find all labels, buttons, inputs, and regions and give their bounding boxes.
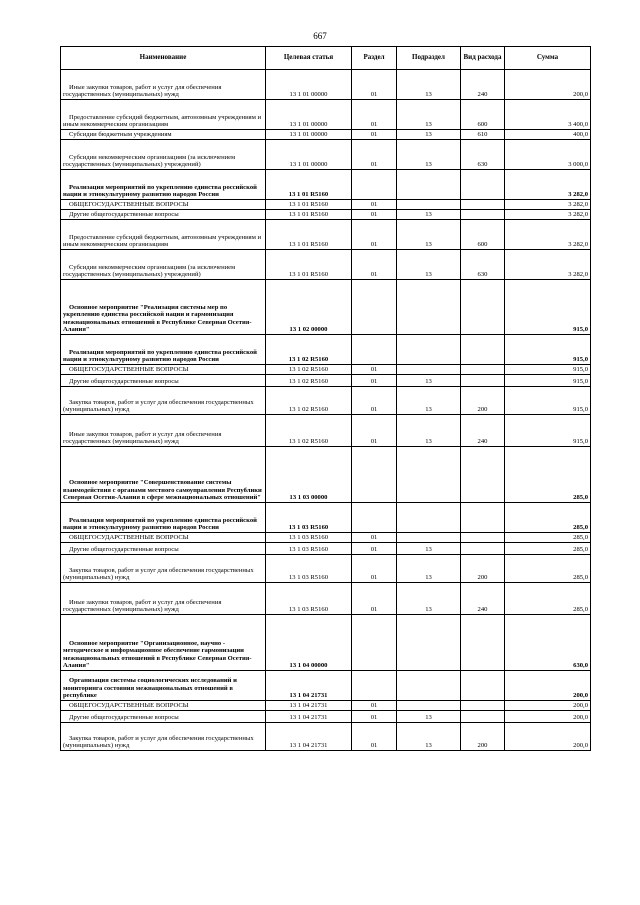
row-subsection: 13 bbox=[397, 387, 461, 415]
table-row bbox=[61, 723, 591, 751]
row-target: 13 1 02 R5160 bbox=[266, 387, 352, 415]
row-subsection: 13 bbox=[397, 583, 461, 615]
row-sum: 3 282,0 bbox=[505, 220, 591, 250]
row-sum: 3 282,0 bbox=[505, 250, 591, 280]
row-target: 13 1 01 00000 bbox=[266, 140, 352, 170]
row-subsection: 13 bbox=[397, 415, 461, 447]
row-sum: 200,0 bbox=[505, 671, 591, 701]
row-subsection: 13 bbox=[397, 220, 461, 250]
row-name: Другие общегосударственные вопросы bbox=[61, 543, 266, 555]
row-expense-type bbox=[461, 711, 505, 723]
row-section bbox=[352, 447, 397, 503]
row-name: Основное мероприятие "Совершенствование системы взаимодействия с органами местного самоуправления Республики Северная Осетия-Алания в сфере межнациональных отношений" bbox=[61, 447, 266, 503]
row-subsection: 13 bbox=[397, 723, 461, 751]
row-sum: 285,0 bbox=[505, 543, 591, 555]
row-expense-type: 630 bbox=[461, 140, 505, 170]
row-target: 13 1 03 R5160 bbox=[266, 555, 352, 583]
row-expense-type: 600 bbox=[461, 100, 505, 130]
header-target: Целевая статья bbox=[266, 47, 352, 70]
table-body bbox=[61, 70, 591, 751]
table-row bbox=[61, 503, 591, 533]
row-subsection: 13 bbox=[397, 250, 461, 280]
row-target: 13 1 01 00000 bbox=[266, 130, 352, 140]
row-sum: 3 282,0 bbox=[505, 170, 591, 200]
row-section: 01 bbox=[352, 701, 397, 711]
table-row bbox=[61, 701, 591, 711]
row-sum: 915,0 bbox=[505, 365, 591, 375]
row-name: Закупка товаров, работ и услуг для обеспечения государственных (муниципальных) нужд bbox=[61, 555, 266, 583]
page-number: 667 bbox=[313, 31, 327, 41]
row-expense-type: 600 bbox=[461, 220, 505, 250]
row-expense-type: 200 bbox=[461, 555, 505, 583]
row-sum: 200,0 bbox=[505, 711, 591, 723]
row-section: 01 bbox=[352, 100, 397, 130]
row-target: 13 1 03 R5160 bbox=[266, 503, 352, 533]
row-section: 01 bbox=[352, 140, 397, 170]
row-name: Субсидии бюджетным учреждениям bbox=[61, 130, 266, 140]
row-sum: 3 400,0 bbox=[505, 100, 591, 130]
row-section: 01 bbox=[352, 250, 397, 280]
row-expense-type: 240 bbox=[461, 415, 505, 447]
row-sum: 3 282,0 bbox=[505, 210, 591, 220]
row-subsection: 13 bbox=[397, 375, 461, 387]
row-name: Реализация мероприятий по укреплению единства российской нации и этнокультурному развитию народов России bbox=[61, 170, 266, 200]
table-row bbox=[61, 415, 591, 447]
row-subsection: 13 bbox=[397, 543, 461, 555]
row-subsection: 13 bbox=[397, 711, 461, 723]
row-name: ОБЩЕГОСУДАРСТВЕННЫЕ ВОПРОСЫ bbox=[61, 701, 266, 711]
row-target: 13 1 03 R5160 bbox=[266, 583, 352, 615]
row-expense-type bbox=[461, 533, 505, 543]
row-subsection bbox=[397, 280, 461, 335]
row-expense-type: 240 bbox=[461, 70, 505, 100]
budget-table bbox=[60, 46, 591, 751]
row-section: 01 bbox=[352, 220, 397, 250]
row-sum: 285,0 bbox=[505, 447, 591, 503]
row-target: 13 1 02 R5160 bbox=[266, 335, 352, 365]
row-section: 01 bbox=[352, 583, 397, 615]
row-expense-type bbox=[461, 335, 505, 365]
header-sum: Сумма bbox=[505, 47, 591, 70]
row-sum: 200,0 bbox=[505, 70, 591, 100]
row-target: 13 1 01 R5160 bbox=[266, 220, 352, 250]
row-subsection bbox=[397, 365, 461, 375]
row-subsection bbox=[397, 447, 461, 503]
row-target: 13 1 03 00000 bbox=[266, 447, 352, 503]
row-name: Реализация мероприятий по укреплению единства российской нации и этнокультурному развитию народов России bbox=[61, 335, 266, 365]
row-name: Закупка товаров, работ и услуг для обеспечения государственных (муниципальных) нужд bbox=[61, 387, 266, 415]
row-sum: 915,0 bbox=[505, 415, 591, 447]
row-expense-type bbox=[461, 280, 505, 335]
row-subsection bbox=[397, 200, 461, 210]
header-name: Наименование bbox=[61, 47, 266, 70]
row-section bbox=[352, 280, 397, 335]
row-sum: 3 282,0 bbox=[505, 200, 591, 210]
row-name: ОБЩЕГОСУДАРСТВЕННЫЕ ВОПРОСЫ bbox=[61, 200, 266, 210]
table-row bbox=[61, 671, 591, 701]
row-expense-type bbox=[461, 365, 505, 375]
row-name: Организация системы социологических исследований и мониторинга состояния межнациональных отношений в республике bbox=[61, 671, 266, 701]
row-section: 01 bbox=[352, 130, 397, 140]
row-expense-type bbox=[461, 701, 505, 711]
row-sum: 915,0 bbox=[505, 375, 591, 387]
table-row bbox=[61, 200, 591, 210]
row-expense-type bbox=[461, 543, 505, 555]
row-section: 01 bbox=[352, 533, 397, 543]
row-subsection: 13 bbox=[397, 130, 461, 140]
row-expense-type bbox=[461, 375, 505, 387]
row-name: Основное мероприятие "Реализация системы мер по укреплению единства российской нации и гармонизация межнациональных отношений в Республике Северная Осетия-Алания" bbox=[61, 280, 266, 335]
row-name: Иные закупки товаров, работ и услуг для обеспечения государственных (муниципальных) нужд bbox=[61, 583, 266, 615]
row-expense-type: 200 bbox=[461, 387, 505, 415]
row-name: ОБЩЕГОСУДАРСТВЕННЫЕ ВОПРОСЫ bbox=[61, 533, 266, 543]
row-name: Другие общегосударственные вопросы bbox=[61, 375, 266, 387]
row-name: Основное мероприятие "Организационное, научно - методическое и информационное обеспечение гармонизации межнациональных отношений в Республике Северная Осетия-Алания" bbox=[61, 615, 266, 671]
row-target: 13 1 04 21731 bbox=[266, 671, 352, 701]
row-sum: 915,0 bbox=[505, 280, 591, 335]
row-expense-type: 630 bbox=[461, 250, 505, 280]
row-expense-type bbox=[461, 615, 505, 671]
row-target: 13 1 02 R5160 bbox=[266, 375, 352, 387]
header-section: Раздел bbox=[352, 47, 397, 70]
row-expense-type bbox=[461, 200, 505, 210]
table-row bbox=[61, 220, 591, 250]
row-subsection bbox=[397, 671, 461, 701]
table-row bbox=[61, 533, 591, 543]
row-section bbox=[352, 671, 397, 701]
table-row bbox=[61, 583, 591, 615]
table-row bbox=[61, 387, 591, 415]
row-subsection: 13 bbox=[397, 210, 461, 220]
row-sum: 915,0 bbox=[505, 387, 591, 415]
row-expense-type: 610 bbox=[461, 130, 505, 140]
header-subsection: Подраздел bbox=[397, 47, 461, 70]
row-name: ОБЩЕГОСУДАРСТВЕННЫЕ ВОПРОСЫ bbox=[61, 365, 266, 375]
row-target: 13 1 01 R5160 bbox=[266, 250, 352, 280]
row-section: 01 bbox=[352, 543, 397, 555]
table-row bbox=[61, 335, 591, 365]
row-section: 01 bbox=[352, 387, 397, 415]
table-row bbox=[61, 711, 591, 723]
row-expense-type bbox=[461, 210, 505, 220]
row-name: Субсидии некоммерческим организациям (за исключением государственных (муниципальных) учреждений) bbox=[61, 250, 266, 280]
row-target: 13 1 02 R5160 bbox=[266, 415, 352, 447]
row-section bbox=[352, 615, 397, 671]
row-target: 13 1 01 R5160 bbox=[266, 170, 352, 200]
row-sum: 915,0 bbox=[505, 335, 591, 365]
table-row bbox=[61, 140, 591, 170]
row-section bbox=[352, 335, 397, 365]
row-sum: 285,0 bbox=[505, 555, 591, 583]
row-sum: 285,0 bbox=[505, 503, 591, 533]
row-section: 01 bbox=[352, 555, 397, 583]
row-sum: 285,0 bbox=[505, 583, 591, 615]
table-row bbox=[61, 543, 591, 555]
row-expense-type: 200 bbox=[461, 723, 505, 751]
row-section: 01 bbox=[352, 375, 397, 387]
row-expense-type bbox=[461, 170, 505, 200]
row-section: 01 bbox=[352, 365, 397, 375]
row-subsection: 13 bbox=[397, 70, 461, 100]
table-row bbox=[61, 100, 591, 130]
row-target: 13 1 04 00000 bbox=[266, 615, 352, 671]
table-row bbox=[61, 170, 591, 200]
row-name: Другие общегосударственные вопросы bbox=[61, 210, 266, 220]
table-row bbox=[61, 210, 591, 220]
row-section bbox=[352, 170, 397, 200]
row-subsection: 13 bbox=[397, 555, 461, 583]
row-name: Иные закупки товаров, работ и услуг для обеспечения государственных (муниципальных) нужд bbox=[61, 70, 266, 100]
row-expense-type: 240 bbox=[461, 583, 505, 615]
table-row bbox=[61, 250, 591, 280]
row-name: Предоставление субсидий бюджетным, автономным учреждениям и иным некоммерческим организациям bbox=[61, 220, 266, 250]
row-target: 13 1 04 21731 bbox=[266, 723, 352, 751]
row-sum: 400,0 bbox=[505, 130, 591, 140]
row-target: 13 1 01 00000 bbox=[266, 100, 352, 130]
table-row bbox=[61, 130, 591, 140]
table-row bbox=[61, 615, 591, 671]
row-sum: 630,0 bbox=[505, 615, 591, 671]
row-section: 01 bbox=[352, 70, 397, 100]
row-target: 13 1 03 R5160 bbox=[266, 533, 352, 543]
table-row bbox=[61, 555, 591, 583]
row-sum: 200,0 bbox=[505, 723, 591, 751]
row-subsection bbox=[397, 701, 461, 711]
row-expense-type bbox=[461, 671, 505, 701]
table-row bbox=[61, 375, 591, 387]
row-subsection bbox=[397, 615, 461, 671]
row-target: 13 1 02 00000 bbox=[266, 280, 352, 335]
table-row bbox=[61, 365, 591, 375]
row-target: 13 1 04 21731 bbox=[266, 701, 352, 711]
row-section: 01 bbox=[352, 723, 397, 751]
row-name: Другие общегосударственные вопросы bbox=[61, 711, 266, 723]
row-sum: 3 000,0 bbox=[505, 140, 591, 170]
row-section: 01 bbox=[352, 210, 397, 220]
row-section: 01 bbox=[352, 711, 397, 723]
row-name: Иные закупки товаров, работ и услуг для обеспечения государственных (муниципальных) нужд bbox=[61, 415, 266, 447]
row-sum: 200,0 bbox=[505, 701, 591, 711]
table-row bbox=[61, 280, 591, 335]
row-name: Субсидии некоммерческим организациям (за исключением государственных (муниципальных) учреждений) bbox=[61, 140, 266, 170]
row-subsection bbox=[397, 503, 461, 533]
row-target: 13 1 01 R5160 bbox=[266, 210, 352, 220]
row-expense-type bbox=[461, 503, 505, 533]
row-target: 13 1 04 21731 bbox=[266, 711, 352, 723]
row-name: Реализация мероприятий по укреплению единства российской нации и этнокультурному развитию народов России bbox=[61, 503, 266, 533]
row-subsection bbox=[397, 533, 461, 543]
row-subsection bbox=[397, 335, 461, 365]
row-target: 13 1 03 R5160 bbox=[266, 543, 352, 555]
row-name: Закупка товаров, работ и услуг для обеспечения государственных (муниципальных) нужд bbox=[61, 723, 266, 751]
row-target: 13 1 01 00000 bbox=[266, 70, 352, 100]
row-section bbox=[352, 503, 397, 533]
row-sum: 285,0 bbox=[505, 533, 591, 543]
row-target: 13 1 02 R5160 bbox=[266, 365, 352, 375]
row-name: Предоставление субсидий бюджетным, автономным учреждениям и иным некоммерческим организациям bbox=[61, 100, 266, 130]
row-subsection bbox=[397, 170, 461, 200]
header-row bbox=[61, 47, 591, 70]
row-section: 01 bbox=[352, 200, 397, 210]
table-row bbox=[61, 70, 591, 100]
row-target: 13 1 01 R5160 bbox=[266, 200, 352, 210]
row-section: 01 bbox=[352, 415, 397, 447]
table-row bbox=[61, 447, 591, 503]
row-subsection: 13 bbox=[397, 100, 461, 130]
row-expense-type bbox=[461, 447, 505, 503]
header-expense-type: Вид расхода bbox=[461, 47, 505, 70]
row-subsection: 13 bbox=[397, 140, 461, 170]
